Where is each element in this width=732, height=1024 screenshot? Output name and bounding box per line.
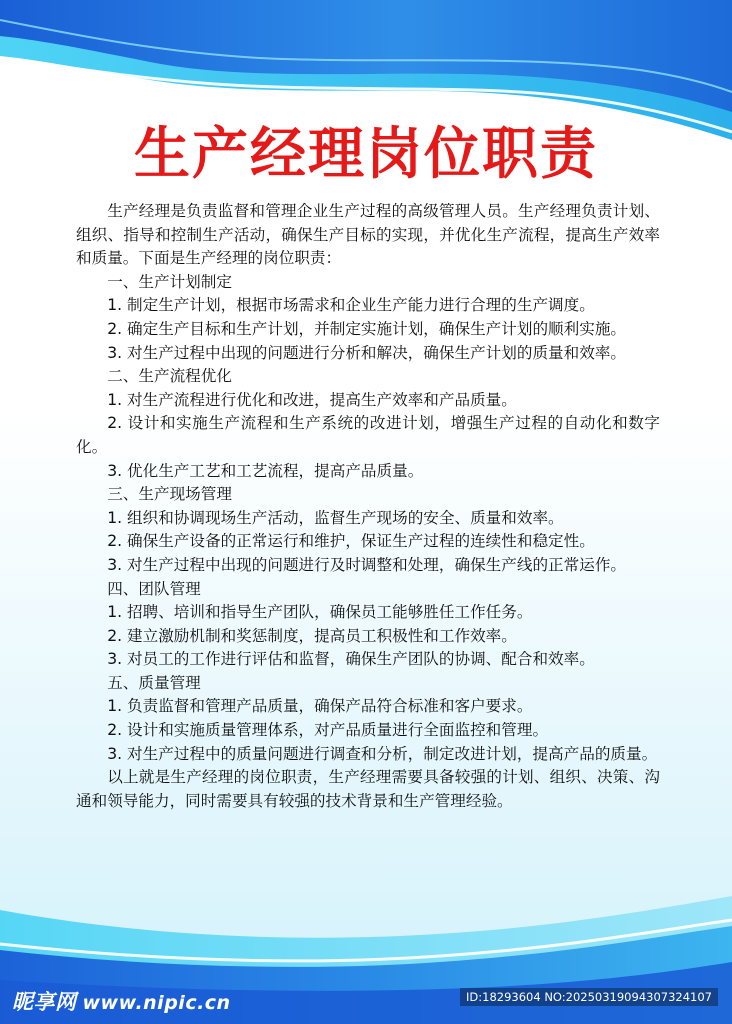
section-item: 3. 对生产过程中出现的问题进行分析和解决，确保生产计划的质量和效率。 <box>107 343 627 362</box>
watermark-logo-cn: 昵享网 <box>12 990 77 1014</box>
section-item: 2. 建立激励机制和奖惩制度，提高员工积极性和工作效率。 <box>107 626 517 645</box>
section-item: 1. 对生产流程进行优化和改进，提高生产效率和产品质量。 <box>107 390 517 409</box>
section-item: 1. 招聘、培训和指导生产团队，确保员工能够胜任工作任务。 <box>107 603 533 622</box>
section-heading: 四、团队管理 <box>107 579 201 598</box>
section-heading: 三、生产现场管理 <box>107 485 232 504</box>
section-item: 2. 设计和实施生产流程和生产系统的改进计划，增强生产过程的自动化和数字化。 <box>76 414 660 456</box>
section-item: 2. 确定生产目标和生产计划，并制定实施计划，确保生产计划的顺利实施。 <box>107 319 627 338</box>
section-item: 3. 对生产过程中出现的问题进行及时调整和处理，确保生产线的正常运作。 <box>107 555 627 574</box>
section-item: 3. 对生产过程中的质量问题进行调查和分析，制定改进计划，提高产品的质量。 <box>107 744 658 763</box>
duties-content <box>76 200 660 813</box>
watermark-logo <box>12 986 231 1016</box>
section-item: 3. 对员工的工作进行评估和监督，确保生产团队的协调、配合和效率。 <box>107 650 595 669</box>
conclusion-paragraph: 以上就是生产经理的岗位职责，生产经理需要具备较强的计划、组织、决策、沟通和领导能力，同时需要具有较强的技术背景和生产管理经验。 <box>76 768 660 810</box>
watermark-logo-url: www.nipic.cn <box>82 992 231 1014</box>
section-item: 1. 制定生产计划，根据市场需求和企业生产能力进行合理的生产调度。 <box>107 296 595 315</box>
section-heading: 一、生产计划制定 <box>107 272 232 291</box>
section-heading: 二、生产流程优化 <box>107 367 232 386</box>
section-item: 2. 确保生产设备的正常运行和维护，保证生产过程的连续性和稳定性。 <box>107 532 595 551</box>
section-item: 3. 优化生产工艺和工艺流程，提高产品质量。 <box>107 461 424 480</box>
watermark-id: ID:18293604 NO:20250319094307324107 <box>460 988 718 1006</box>
section-item: 2. 设计和实施质量管理体系，对产品质量进行全面监控和管理。 <box>107 721 549 740</box>
section-heading: 五、质量管理 <box>107 673 201 692</box>
section-item: 1. 负责监督和管理产品质量，确保产品符合标准和客户要求。 <box>107 697 533 716</box>
intro-paragraph: 生产经理是负责监督和管理企业生产过程的高级管理人员。生产经理负责计划、组织、指导和控制生产活动，确保生产目标的实现，并优化生产流程，提高生产效率和质量。下面是生产经理的岗位职责： <box>76 202 660 268</box>
section-item: 1. 组织和协调现场生产活动，监督生产现场的安全、质量和效率。 <box>107 508 564 527</box>
page-title: 生产经理岗位职责 <box>134 122 598 187</box>
